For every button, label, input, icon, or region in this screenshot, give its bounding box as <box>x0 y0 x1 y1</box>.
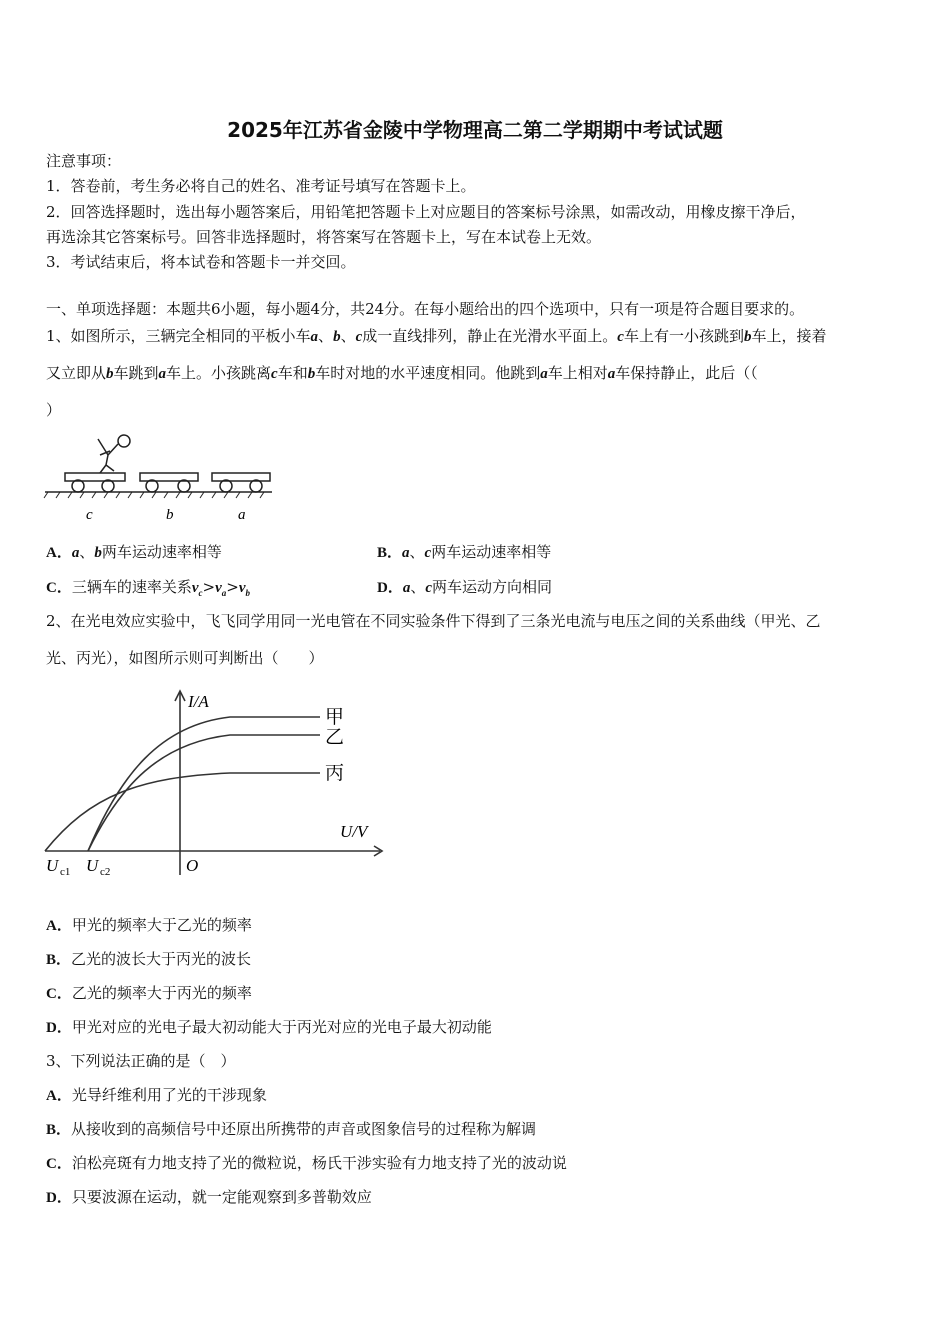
svg-text:a: a <box>238 507 246 523</box>
child-icon <box>118 435 130 447</box>
q2-option-d[interactable]: D．甲光对应的光电子最大初动能大于丙光对应的光电子最大初动能 <box>46 1018 492 1036</box>
q2-stem-line2: 光、丙光），如图所示则可判断出（ ） <box>46 649 324 667</box>
section-heading: 一、单项选择题：本题共6小题，每小题4分，共24分。在每小题给出的四个选项中，只有一项是符合题目要求的。 <box>46 300 805 318</box>
page-title: 2025年江苏省金陵中学物理高二第二学期期中考试试题 <box>227 118 723 142</box>
svg-text:U/V: U/V <box>340 822 368 841</box>
notice-item: 1．答卷前，考生务必将自己的姓名、准考证号填写在答题卡上。 <box>46 177 476 195</box>
notice-item: 3．考试结束后，将本试卷和答题卡一并交回。 <box>46 253 356 271</box>
svg-text:U: U <box>46 856 59 875</box>
q1-option-c[interactable]: C．三辆车的速率关系$v_c>v_a>v_b$ <box>46 578 251 598</box>
svg-text:c: c <box>86 507 93 523</box>
svg-text:乙: 乙 <box>325 727 345 748</box>
q1-stem-line1: 1、如图所示，三辆完全相同的平板小车a、b、c成一直线排列，静止在光滑水平面上。c车上有一小孩跳到b车上，接着 <box>46 327 827 345</box>
cart-c <box>65 473 125 481</box>
q2-iu-graph <box>40 685 390 885</box>
q3-option-b[interactable]: B．从接收到的高频信号中还原出所携带的声音或图象信号的过程称为解调 <box>46 1120 537 1138</box>
q2-option-a[interactable]: A．甲光的频率大于乙光的频率 <box>46 916 252 934</box>
q3-option-a[interactable]: A．光导纤维利用了光的干涉现象 <box>46 1086 267 1104</box>
q3-option-d[interactable]: D．只要波源在运动，就一定能观察到多普勒效应 <box>46 1188 372 1206</box>
svg-text:O: O <box>186 856 199 875</box>
q1-option-b[interactable]: B．a、c两车运动速率相等 <box>377 543 552 561</box>
cart-a <box>212 473 270 481</box>
curve-yi <box>88 735 320 851</box>
notice-item: 再选涂其它答案标号。回答非选择题时，将答案写在答题卡上，写在本试卷上无效。 <box>46 228 602 246</box>
svg-text:丙: 丙 <box>325 763 345 784</box>
svg-text:c1: c1 <box>60 866 71 878</box>
q1-option-a[interactable]: A．a、b两车运动速率相等 <box>46 543 222 561</box>
q1-stem-line3: ） <box>46 401 62 419</box>
notice-item: 2．回答选择题时，选出每小题答案后，用铅笔把答题卡上对应题目的答案标号涂黑，如需改动，用橡皮擦干净后， <box>46 203 806 221</box>
q2-stem-line1: 2、在光电效应实验中，飞飞同学用同一光电管在不同实验条件下得到了三条光电流与电压之间的关系曲线（甲光、乙 <box>46 612 821 630</box>
svg-text:b: b <box>166 507 174 523</box>
svg-text:甲: 甲 <box>325 707 345 728</box>
q3-option-c[interactable]: C．泊松亮斑有力地支持了光的微粒说，杨氏干涉实验有力地支持了光的波动说 <box>46 1154 567 1172</box>
q3-stem: 3、下列说法正确的是（ ） <box>46 1052 236 1070</box>
q1-option-d[interactable]: D．a、c两车运动方向相同 <box>377 578 553 596</box>
curve-jia <box>88 717 320 851</box>
q1-stem-line2: 又立即从b车跳到a车上。小孩跳离c车和b车时对地的水平速度相同。他跳到a车上相对a车保持静止，此后（（ <box>46 364 758 382</box>
q2-option-c[interactable]: C．乙光的频率大于丙光的频率 <box>46 984 252 1002</box>
cart-b <box>140 473 198 481</box>
svg-text:U: U <box>86 856 99 875</box>
q2-option-b[interactable]: B．乙光的波长大于丙光的波长 <box>46 950 252 968</box>
svg-text:I/A: I/A <box>188 692 209 711</box>
q1-cart-figure <box>40 425 280 525</box>
svg-text:c2: c2 <box>100 866 111 878</box>
curve-bing <box>45 773 320 851</box>
notice-heading: 注意事项： <box>46 152 122 170</box>
